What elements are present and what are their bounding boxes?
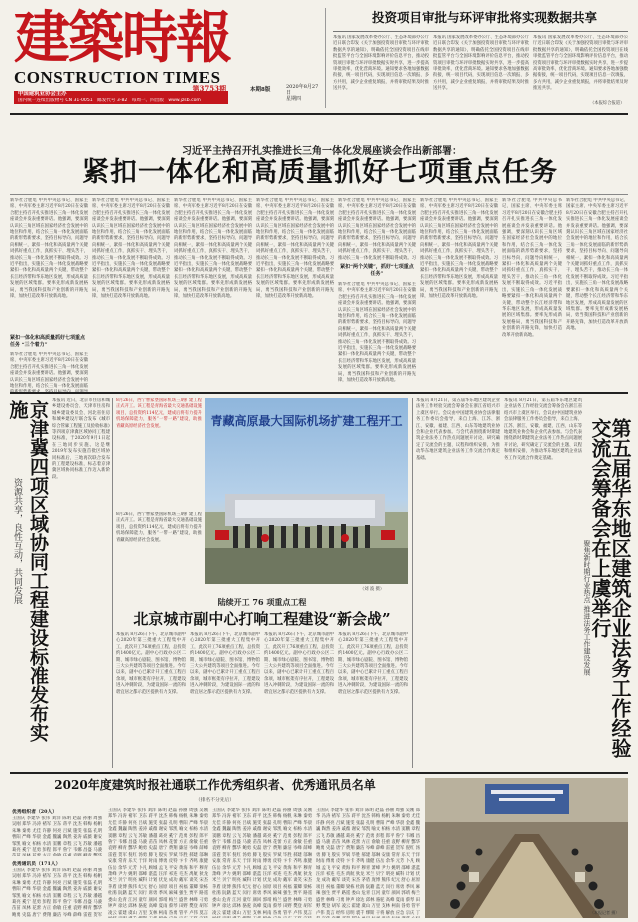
label-organizers: 优秀组织者（20人）	[12, 809, 58, 815]
divider	[10, 392, 628, 394]
top-story-headline: 投资项目审批与环评审批将实现数据共享	[372, 10, 598, 25]
top-story-body-col2: 本报讯 国家发展改革委办公厅、生态环境部办公厅近日联合印发《关于加强投资项目审批与环评审批数据共享的通知》，明确依托全国投资项目在线审批监管平台与全国环境影响评价信息平台，推动投资项目审批与环评审批数据实时共享，进一步提高审批效率，优化营商环境。通知要求各地加强数据衔接，统一项目代码，实现项目信息一次填报、多方共用，减少企业重复填报，并将审批结果及时推送共享。	[433, 35, 529, 92]
postal-code: 邮发代号 3-82	[97, 97, 128, 103]
frequency: 每周一、四出版	[131, 97, 164, 103]
center-intro: 8月26日，西宁曹家堡国际机场三期扩建工程正式开工。该工程是青海省最大交通基础设施项目，总投资约114亿元，建成后将有力提升机场保障能力，服务“一带一路”建设，助推青藏高原经济社会发展。	[116, 398, 202, 429]
right-story-headline: 第五届华东地区建筑企业法务工作经验交流会筹备会在上虞举行	[588, 418, 632, 758]
lead-body-col8: 新华社合肥电 中共中央总书记、国家主席、中央军委主席习近平8月20日在安徽合肥主持召开扎实推进长三角一体化发展座谈会并发表重要讲话。他强调，要深刻认识长三角区域在国家经济社会发展中的地位和作用，结合长三角一体化发展面临的新形势新要求，坚持目标导向、问题导向相统一，紧扣一体化和高质量两个关键词抓好重点工作，真抓实干、埋头苦干，推动长三角一体化发展不断取得成效。习近平指出，实施长三角一体化发展战略要紧扣一体化和高质量两个关键，带动整个长江经济带和华东地区发展，形成高质量发展的区域集群。要率先形成新发展格局，勇当我国科技和产业创新的开路先锋，加快打造改革开放新高地。	[566, 198, 628, 332]
meeting-photo-caption: （本报记者 摄）	[590, 910, 620, 915]
masthead-char: 時	[122, 5, 176, 71]
masthead-english: CONSTRUCTION TIMES	[14, 68, 221, 87]
center-body-col4: 本报讯 8月26日下午，北京城市副中心2020年第三批重大工程集中开工，此次开工76项重点工程，总投资约1400亿元。副中心行政办公区二期、城市绿心剧院、图书馆、博物馆三大公共建筑等项目全面推进。今年以来，副中心已累计开工重点工程百余项，城市框架有序拉开，工程建设进入冲刺阶段，为建设国际一流的和谐宜居之都示范区提供有力支撑。	[338, 632, 408, 695]
cn-number: 国内统一连续出版物号 CN 31-0051	[18, 97, 93, 103]
names-correspondents-2: 王国庆 李建华 张伟 刘洋 陈明 赵磊 孙丽 周强 吴刚 郑华 冯涛 褚军 卫东 蒋平 沈杰 韩梅 杨帆 朱琳 秦勇 尤佳 许静 何亮 吕斌 施雯 张磊 孔明 曹阳 严峰 华晨 金鑫 魏巍 陶然 姜涛 戚薇 谢安 邹凯 喻文 柏杨 水清 窦鹏 章程 云飞 苏敏 潘越 葛亮 奚宁 范勇 彭程 郎平 鲁宁 韦娜 昌盛 马骏 苗苗 凤林 花蕾 方正 俞敏 任重 袁野 柳青 酆华 鲍勇 史磊 唐宁 费翔 廉洁 岑峰 薛峰 雷霆 贺军 倪红 汤勇 滕飞 殷实 罗斌 毕胜 郝建 邬琳 安康 常青 乐天 于洋 时雨 傅勇 皮特 卞卡 齐鸣 康健 伍岳 余华 元芳 卜凡 顾城 孟飞 平安 黄海 和平 穆青 萧峰 尹力 姚明 邵峰 湛蓝 汪洋 祁连 毛杰 禹航 狄龙 米兰 贝宁 明亮 臧科 计划 伏龙 成功 戴军 谈笑 宋杰 茅盾 庞博 熊伟 纪元 舒心 屈原 项目 祝福 董卿 梁栋 杜鹃 阮籍 蓝天 闵行 席勇 季风 麻辣 强生 贾平 路遥 娄山 危青 江河 童年 颜回 郭靖 梅兰 盛世 林峰 刁勇 钟声 徐达 邱林 骆驼 高峰 夏雨 蔡琴 田野 樊登 胡军 凌云 霍建 虞山 万里 支林 柯南 昝勇 管平 卢伟 莫言	[108, 808, 208, 916]
top-story-source: （本报综合报道）	[590, 101, 625, 106]
left-story-subhead: 资源共享，良性互动，共同发展	[12, 478, 22, 604]
lead-body-col2: 新华社合肥电 中共中央总书记、国家主席、中央军委主席习近平8月20日在安徽合肥主持召开扎实推进长三角一体化发展座谈会并发表重要讲话。他强调，要深刻认识长三角区域在国家经济社会发展中的地位和作用，结合长三角一体化发展面临的新形势新要求，坚持目标导向、问题导向相统一，紧扣一体化和高质量两个关键词抓好重点工作，真抓实干、埋头苦干，推动长三角一体化发展不断取得成效。习近平指出，实施长三角一体化发展战略要紧扣一体化和高质量两个关键，带动整个长江经济带和华东地区发展，形成高质量发展的区域集群。要率先形成新发展格局，勇当我国科技和产业创新的开路先锋，加快打造改革开放新高地。	[92, 198, 170, 300]
masthead-char: 報	[176, 5, 230, 71]
names-correspondents-4: 王国庆 李建华 张伟 刘洋 陈明 赵磊 孙丽 周强 吴刚 郑华 冯涛 褚军 卫东 蒋平 沈杰 韩梅 杨帆 朱琳 秦勇 尤佳 许静 何亮 吕斌 施雯 张磊 孔明 曹阳 严峰 华晨 金鑫 魏巍 陶然 姜涛 戚薇 谢安 邹凯 喻文 柏杨 水清 窦鹏 章程 云飞 苏敏 潘越 葛亮 奚宁 范勇 彭程 郎平 鲁宁 韦娜 昌盛 马骏 苗苗 凤林 花蕾 方正 俞敏 任重 袁野 柳青 酆华 鲍勇 史磊 唐宁 费翔 廉洁 岑峰 薛峰 雷霆 贺军 倪红 汤勇 滕飞 殷实 罗斌 毕胜 郝建 邬琳 安康 常青 乐天 于洋 时雨 傅勇 皮特 卞卡 齐鸣 康健 伍岳 余华 元芳 卜凡 顾城 孟飞 平安 黄海 和平 穆青 萧峰 尹力 姚明 邵峰 湛蓝 汪洋 祁连 毛杰 禹航 狄龙 米兰 贝宁 明亮 臧科 计划 伏龙 成功 戴军 谈笑 宋杰 茅盾 庞博 熊伟 纪元 舒心 屈原 项目 祝福 董卿 梁栋 杜鹃 阮籍 蓝天 闵行 席勇 季风 麻辣 强生 贾平 路遥 娄山 危青 江河 童年 颜回 郭靖 梅兰 盛世 林峰 刁勇 钟声 徐达 邱林 骆驼 高峰 夏雨 蔡琴 田野 樊登 胡军 凌云 霍建 虞山 万里 支林 柯南 昝勇 管平 卢伟 莫言 经纬 房明 裘千 缪斯 干将 解放 应急 宗庆 丁	[316, 808, 420, 916]
website[interactable]: www.jzsb.com	[168, 97, 201, 103]
lead-kicker: 习近平主持召开扎实推进长三角一体化发展座谈会作出新部署：	[182, 146, 462, 157]
date: 2020年8月27日	[286, 84, 319, 96]
divider	[10, 194, 628, 195]
meeting-photo-illustration	[425, 778, 628, 918]
center-intro-cont: 8月26日，西宁曹家堡国际机场三期扩建工程正式开工。该工程是青海省最大交通基础设施项目，总投资约114亿元，建成后将有力提升机场保障能力，服务“一带一路”建设，助推青藏高原经济社会发展。	[116, 512, 202, 543]
weekday: 星期四	[286, 96, 302, 102]
divider	[10, 772, 628, 774]
divider	[112, 398, 113, 768]
masthead-char: 建	[14, 5, 68, 71]
lead-body-col4: 新华社合肥电 中共中央总书记、国家主席、中央军委主席习近平8月20日在安徽合肥主持召开扎实推进长三角一体化发展座谈会并发表重要讲话。他强调，要深刻认识长三角区域在国家经济社会发展中的地位和作用，结合长三角一体化发展面临的新形势新要求，坚持目标导向、问题导向相统一，紧扣一体化和高质量两个关键词抓好重点工作，真抓实干、埋头苦干，推动长三角一体化发展不断取得成效。习近平指出，实施长三角一体化发展战略要紧扣一体化和高质量两个关键，带动整个长江经济带和华东地区发展，形成高质量发展的区域集群。要率先形成新发展格局，勇当我国科技和产业创新的开路先锋，加快打造改革开放新高地。	[256, 198, 334, 300]
bottom-headline: 2020年度建筑时报社通联工作优秀组织者、优秀通讯员名单	[54, 778, 376, 792]
lead-body-col5b: 新华社合肥电 中共中央总书记、国家主席、中央军委主席习近平8月20日在安徽合肥主持召开扎实推进长三角一体化发展座谈会并发表重要讲话。他强调，要深刻认识长三角区域在国家经济社会发展中的地位和作用，结合长三角一体化发展面临的新形势新要求，坚持目标导向、问题导向相统一，紧扣一体化和高质量两个关键词抓好重点工作，真抓实干、埋头苦干，推动长三角一体化发展不断取得成效。习近平指出，实施长三角一体化发展战略要紧扣一体化和高质量两个关键，带动整个长江经济带和华东地区发展，形成高质量发展的区域集群。要率先形成新发展格局，勇当我国科技和产业创新的开路先锋，加快打造改革开放新高地。	[338, 282, 416, 384]
lead-body-col1b: 新华社合肥电 中共中央总书记、国家主席、中央军委主席习近平8月20日在安徽合肥主持召开扎实推进长三角一体化发展座谈会并发表重要讲话。他强调，要深刻认识长三角区域在国家经济社会发展中的地位和作用，结合长三角一体化发展面临	[10, 352, 88, 390]
right-story-subhead: 聚焦新时期行业热点 推进法务工作建设发展	[583, 540, 591, 676]
lead-subhead-1: 紧扣一体化和高质量抓好七项重点任务 “三个着力”	[10, 335, 86, 348]
lead-body-col3: 新华社合肥电 中共中央总书记、国家主席、中央军委主席习近平8月20日在安徽合肥主持召开扎实推进长三角一体化发展座谈会并发表重要讲话。他强调，要深刻认识长三角区域在国家经济社会发展中的地位和作用，结合长三角一体化发展面临的新形势新要求，坚持目标导向、问题导向相统一，紧扣一体化和高质量两个关键词抓好重点工作，真抓实干、埋头苦干，推动长三角一体化发展不断取得成效。习近平指出，实施长三角一体化发展战略要紧扣一体化和高质量两个关键，带动整个长江经济带和华东地区发展，形成高质量发展的区域集群。要率先形成新发展格局，勇当我国科技和产业创新的开路先锋，加快打造改革开放新高地。	[174, 198, 252, 300]
issue-date	[286, 84, 320, 102]
lead-headline: 紧扣一体化和高质量抓好七项重点任务	[82, 157, 558, 188]
bottom-note: （排名不分先后）	[195, 798, 235, 803]
photo-caption: 青藏高原最大国际机场扩建工程开工	[210, 414, 403, 428]
masthead-logo	[14, 5, 230, 71]
issue-total: 第3753期	[192, 84, 226, 93]
center-kicker: 陆续开工 76 项重点工程	[217, 597, 307, 607]
meeting-photo	[425, 778, 628, 918]
top-story-body-col1: 本报讯 国家发展改革委办公厅、生态环境部办公厅近日联合印发《关于加强投资项目审批与环评审批数据共享的通知》，明确依托全国投资项目在线审批监管平台与全国环境影响评价信息平台，推动投资项目审批与环评审批数据实时共享，进一步提高审批效率，优化营商环境。通知要求各地加强数据衔接，统一项目代码，实现项目信息一次填报、多方共用，减少企业重复填报，并将审批结果及时推送共享。	[333, 35, 429, 92]
right-story-body-col1: 本报讯 8月21日，第五届华东地区建筑企业法务工作经验交流会筹备会在浙江省绍兴市上虞区举行。会议由中国建筑业协会法律服务工作委员会指导，来自上海、江苏、浙江、安徽、福建、江西、山东等地建筑业协会和企业代表参加。与会代表围绕新时期建筑企业法务工作热点问题展开讨论，研究确定了交流会的主题、议程和组织安排，为推动华东地区建筑企业法务工作交流合作奠定基础。	[416, 398, 500, 461]
left-story-body: 本报讯 近日，北京市住房和城乡建设委员会、天津市住房和城乡建设委员会、河北省住房和城乡建设厅联合发布《城市综合管廊工程施工及验收标准》等四项京津冀区域协同工程建设标准，于2020年9月1日起在三地同步实施。这是继2019年发布实施首批区域协同标准后，三地再次联合发布的工程建设标准，标志着京津冀区域协同标准工作迈入新阶段。	[52, 398, 110, 480]
divider	[412, 398, 413, 768]
names-correspondents-1: 王国庆 李建华 张伟 刘洋 陈明 赵磊 孙丽 周强 吴刚 郑华 冯涛 褚军 卫东 蒋平 沈杰 韩梅 杨帆 朱琳 秦勇 尤佳 许静 何亮 吕斌 施雯 张磊 孔明 曹阳 严峰 华晨 金鑫 魏巍 陶然 姜涛 戚薇 谢安 邹凯 喻文 柏杨 水清 窦鹏 章程 云飞 苏敏 潘越 葛亮 奚宁 范勇 彭程 郎平 鲁宁 韦娜 昌盛 马骏 苗苗 凤林 花蕾 方正 俞敏 任重 袁野 柳青 酆华 鲍勇 史磊 唐宁 费翔 廉洁 岑峰 薛峰 雷霆 贺军	[12, 868, 102, 918]
lead-body-col7: 新华社合肥电 中共中央总书记、国家主席、中央军委主席习近平8月20日在安徽合肥主持召开扎实推进长三角一体化发展座谈会并发表重要讲话。他强调，要深刻认识长三角区域在国家经济社会发展中的地位和作用，结合长三角一体化发展面临的新形势新要求，坚持目标导向、问题导向相统一，紧扣一体化和高质量两个关键词抓好重点工作，真抓实干、埋头苦干，推动长三角一体化发展不断取得成效。习近平指出，实施长三角一体化发展战略要紧扣一体化和高质量两个关键，带动整个长江经济带和华东地区发展，形成高质量发展的区域集群。要率先形成新发展格局，勇当我国科技和产业创新的开路先锋，加快打造改革开放新高地。	[502, 198, 562, 338]
left-story-headline: 京津冀四项区域协同工程建设标准发布实施	[6, 400, 49, 742]
masthead-char: 築	[68, 5, 122, 71]
photo-credit: （刘 波 摄）	[360, 587, 385, 592]
lead-body-col1: 新华社合肥电 中共中央总书记、国家主席、中央军委主席习近平8月20日在安徽合肥主持召开扎实推进长三角一体化发展座谈会并发表重要讲话。他强调，要深刻认识长三角区域在国家经济社会发展中的地位和作用，结合长三角一体化发展面临的新形势新要求，坚持目标导向、问题导向相统一，紧扣一体化和高质量两个关键词抓好重点工作，真抓实干、埋头苦干，推动长三角一体化发展不断取得成效。习近平指出，实施长三角一体化发展战略要紧扣一体化和高质量两个关键，带动整个长江经济带和华东地区发展，形成高质量发展的区域集群。要率先形成新发展格局，勇当我国科技和产业创新的开路先锋，加快打造改革开放新高地。	[10, 198, 88, 300]
center-photo	[205, 398, 408, 584]
page-count: 本期8版	[250, 87, 271, 93]
divider	[333, 31, 628, 32]
center-headline: 北京城市副中心打响工程建设“新会战”	[133, 610, 391, 628]
masthead-org: 中国建筑业协会主办	[18, 91, 67, 97]
masthead-codes	[14, 98, 228, 105]
divider	[10, 113, 628, 115]
names-correspondents-3: 王国庆 李建华 张伟 刘洋 陈明 赵磊 孙丽 周强 吴刚 郑华 冯涛 褚军 卫东 蒋平 沈杰 韩梅 杨帆 朱琳 秦勇 尤佳 许静 何亮 吕斌 施雯 张磊 孔明 曹阳 严峰 华晨 金鑫 魏巍 陶然 姜涛 戚薇 谢安 邹凯 喻文 柏杨 水清 窦鹏 章程 云飞 苏敏 潘越 葛亮 奚宁 范勇 彭程 郎平 鲁宁 韦娜 昌盛 马骏 苗苗 凤林 花蕾 方正 俞敏 任重 袁野 柳青 酆华 鲍勇 史磊 唐宁 费翔 廉洁 岑峰 薛峰 雷霆 贺军 倪红 汤勇 滕飞 殷实 罗斌 毕胜 郝建 邬琳 安康 常青 乐天 于洋 时雨 傅勇 皮特 卞卡 齐鸣 康健 伍岳 余华 元芳 卜凡 顾城 孟飞 平安 黄海 和平 穆青 萧峰 尹力 姚明 邵峰 湛蓝 汪洋 祁连 毛杰 禹航 狄龙 米兰 贝宁 明亮 臧科 计划 伏龙 成功 戴军 谈笑 宋杰 茅盾 庞博 熊伟 纪元 舒心 屈原 项目 祝福 董卿 梁栋 杜鹃 阮籍 蓝天 闵行 席勇 季风 麻辣 强生 贾平 路遥 娄山 危青 江河 童年 颜回 郭靖 梅兰 盛世 林峰 刁勇 钟声 徐达 邱林 骆驼 高峰 夏雨 蔡琴 田野 樊登 胡军 凌云 霍建 虞山 万里 支林 柯南 昝勇 管平 卢伟 莫言	[212, 808, 312, 916]
divider	[325, 8, 326, 108]
lead-subhead-2: 紧扣“两个关键”，抓好“七项重点任务”	[340, 264, 414, 277]
center-body-col2: 本报讯 8月26日下午，北京城市副中心2020年第三批重大工程集中开工，此次开工76项重点工程，总投资约1400亿元。副中心行政办公区二期、城市绿心剧院、图书馆、博物馆三大公共建筑等项目全面推进。今年以来，副中心已累计开工重点工程百余项，城市框架有序拉开，工程建设进入冲刺阶段，为建设国际一流的和谐宜居之都示范区提供有力支撑。	[190, 632, 260, 695]
lead-body-col5a: 新华社合肥电 中共中央总书记、国家主席、中央军委主席习近平8月20日在安徽合肥主持召开扎实推进长三角一体化发展座谈会并发表重要讲话。他强调，要深刻认识长三角区域在国家经济社会发展中的地位和作用，结合长三角一体化发展面临的新形势新要求，坚持目标导向、问题导向相统一，紧扣一体化和高质量两个关键词抓好重点工作，真抓实干、埋头苦干，推动长三角一体化发展不断取得成效。习	[338, 198, 416, 260]
center-body-col1: 本报讯 8月26日下午，北京城市副中心2020年第三批重大工程集中开工，此次开工76项重点工程，总投资约1400亿元。副中心行政办公区二期、城市绿心剧院、图书馆、博物馆三大公共建筑等项目全面推进。今年以来，副中心已累计开工重点工程百余项，城市框架有序拉开，工程建设进入冲刺阶段，为建设国际一流的和谐宜居之都示范区提供有力支撑。	[116, 632, 186, 695]
top-story-body-col3: 本报讯 国家发展改革委办公厅、生态环境部办公厅近日联合印发《关于加强投资项目审批与环评审批数据共享的通知》，明确依托全国投资项目在线审批监管平台与全国环境影响评价信息平台，推动投资项目审批与环评审批数据实时共享，进一步提高审批效率，优化营商环境。通知要求各地加强数据衔接，统一项目代码，实现项目信息一次填报、多方共用，减少企业重复填报，并将审批结果及时推送共享。	[533, 35, 628, 92]
names-organizers: 王国庆 李建华 张伟 刘洋 陈明 赵磊 孙丽 周强 吴刚 郑华 冯涛 褚军 卫东 蒋平 沈杰 韩梅 杨帆 朱琳 秦勇 尤佳 许静 何亮 吕斌 施雯 张磊 孔明 曹阳 严峰 华晨 金鑫 魏巍 陶然 姜涛 戚薇 谢安 邹凯 喻文 柏杨 水清 窦鹏 章程 云飞 苏敏 潘越 葛亮 奚宁 范勇 彭程 郎平 鲁宁 韦娜 昌盛 马骏	[12, 816, 102, 854]
label-correspondents: 优秀通讯员（171人）	[12, 861, 61, 867]
center-body-col3: 本报讯 8月26日下午，北京城市副中心2020年第三批重大工程集中开工，此次开工76项重点工程，总投资约1400亿元。副中心行政办公区二期、城市绿心剧院、图书馆、博物馆三大公共建筑等项目全面推进。今年以来，副中心已累计开工重点工程百余项，城市框架有序拉开，工程建设进入冲刺阶段，为建设国际一流的和谐宜居之都示范区提供有力支撑。	[264, 632, 334, 695]
lead-body-col6: 新华社合肥电 中共中央总书记、国家主席、中央军委主席习近平8月20日在安徽合肥主持召开扎实推进长三角一体化发展座谈会并发表重要讲话。他强调，要深刻认识长三角区域在国家经济社会发展中的地位和作用，结合长三角一体化发展面临的新形势新要求，坚持目标导向、问题导向相统一，紧扣一体化和高质量两个关键词抓好重点工作，真抓实干、埋头苦干，推动长三角一体化发展不断取得成效。习近平指出，实施长三角一体化发展战略要紧扣一体化和高质量两个关键，带动整个长江经济带和华东地区发展，形成高质量发展的区域集群。要率先形成新发展格局，勇当我国科技和产业创新的开路先锋，加快打造改革开放新高地。	[420, 198, 498, 300]
right-story-body-col2: 本报讯 8月21日，第五届华东地区建筑企业法务工作经验交流会筹备会在浙江省绍兴市上虞区举行。会议由中国建筑业协会法律服务工作委员会指导，来自上海、江苏、浙江、安徽、福建、江西、山东等地建筑业协会和企业代表参加。与会代表围绕新时期建筑企业法务工作热点问题展开讨论，研究确定了交流会的主题、议程和组织安排，为推动华东地区建筑企业法务工作交流合作奠定基础。	[504, 398, 582, 461]
